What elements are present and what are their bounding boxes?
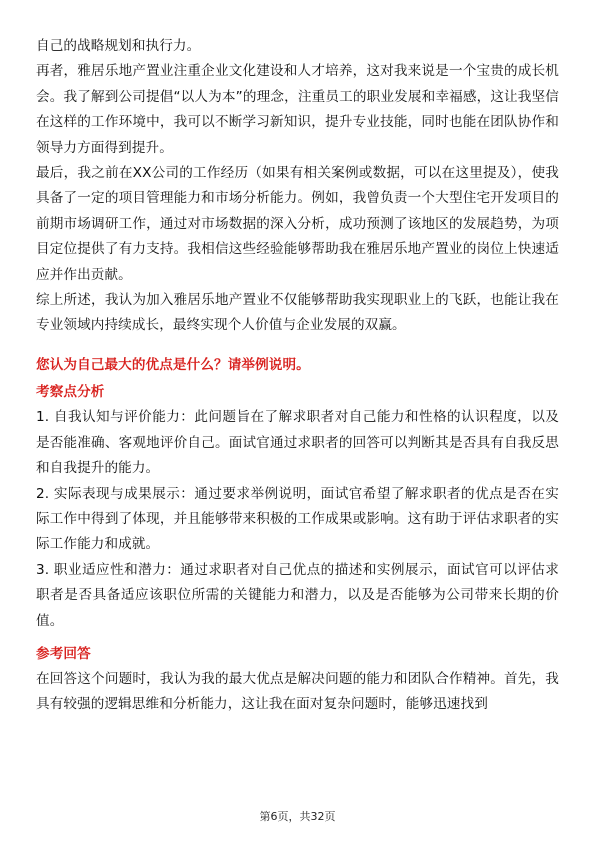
paragraph-experience: 最后，我之前在XX公司的工作经历（如果有相关案例或数据，可以在这里提及），使我具备了一定的项目管理能力和市场分析能力。例如，我曾负责一个大型住宅开发项目的前期市场调研工作，通过对市场数据的深入分析，成功预测了该地区的发展趋势，为项目定位提供了有力支持。我相信这些经验能够帮助我在雅居乐地产置业的岗位上快速适应并作出贡献。 <box>36 165 559 283</box>
section-spacer <box>36 339 559 353</box>
analysis-item-2: 2. 实际表现与成果展示：通过要求举例说明，面试官希望了解求职者的优点是否在实际工作中得到了体现，并且能够带来积极的工作成果或影响。这有助于评估求职者的实际工作能力和成就。 <box>36 485 559 553</box>
paragraph-culture: 再者，雅居乐地产置业注重企业文化建设和人才培养，这对我来说是一个宝贵的成长机会。我了解到公司提倡“以人为本”的理念，注重员工的职业发展和幸福感，这让我坚信在这样的工作环境中，我可以不断学习新知识，提升专业技能，同时也能在团队协作和领导力方面得到提升。 <box>36 63 559 156</box>
reference-heading: 参考回答 <box>36 645 91 662</box>
reference-answer: 在回答这个问题时，我认为我的最大优点是解决问题的能力和团队合作精神。首先，我具有较强的逻辑思维和分析能力，这让我在面对复杂问题时，能够迅速找到 <box>36 670 559 713</box>
paragraph-summary: 综上所述，我认为加入雅居乐地产置业不仅能够帮助我实现职业上的飞跃，也能让我在专业领域内持续成长，最终实现个人价值与企业发展的双赢。 <box>36 292 559 334</box>
page-number-footer: 第6页，共32页 <box>259 810 336 823</box>
paragraph-continuation: 自己的战略规划和执行力。 <box>36 38 201 54</box>
analysis-item-3: 3. 职业适应性和潜力：通过求职者对自己优点的描述和实例展示，面试官可以评估求职者是否具备适应该职位所需的关键能力和潜力，以及是否能够为公司带来长期的价值。 <box>36 561 559 629</box>
analysis-heading: 考察点分析 <box>36 384 105 401</box>
analysis-item-1: 1. 自我认知与评价能力：此问题旨在了解求职者对自己能力和性格的认识程度，以及是否能准确、客观地评价自己。面试官通过求职者的回答可以判断其是否具有自我反思和自我提升的能力。 <box>36 409 559 477</box>
question-title: 您认为自己最大的优点是什么？请举例说明。 <box>36 356 310 373</box>
page-content <box>36 34 559 718</box>
